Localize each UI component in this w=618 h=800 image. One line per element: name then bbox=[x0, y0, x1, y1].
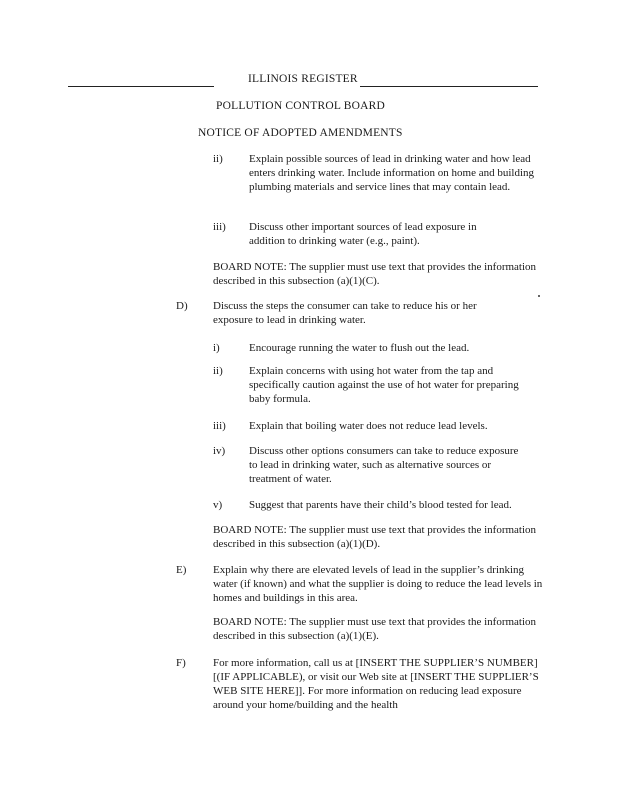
item-d-iii-label: iii) bbox=[213, 420, 226, 432]
header-rule-left bbox=[68, 86, 214, 87]
item-e-label: E) bbox=[176, 564, 187, 576]
board-note-d: BOARD NOTE: The supplier must use text that provides the information described in this subsection (a)(1)(D). bbox=[213, 524, 537, 550]
header-rule-right bbox=[360, 86, 538, 87]
item-d-i-label: i) bbox=[213, 342, 220, 354]
item-f-label: F) bbox=[176, 657, 186, 669]
item-d-iv-text: Discuss other options consumers can take to reduce exposure to lead in drinking water, such as alternative sources or treatment of water. bbox=[249, 445, 519, 485]
item-d-ii-label: ii) bbox=[213, 365, 223, 377]
scan-speck bbox=[538, 295, 540, 297]
register-title: ILLINOIS REGISTER bbox=[248, 73, 358, 85]
item-d-iv-label: iv) bbox=[213, 445, 226, 457]
item-c-iii-label: iii) bbox=[213, 221, 226, 233]
item-d-i-text: Encourage running the water to flush out the lead. bbox=[249, 342, 470, 354]
item-d-v-label: v) bbox=[213, 499, 223, 511]
item-d-iii-text: Explain that boiling water does not reduce lead levels. bbox=[249, 420, 488, 432]
item-d-v-text: Suggest that parents have their child’s blood tested for lead. bbox=[249, 499, 512, 511]
item-f-text: For more information, call us at [INSERT THE SUPPLIER’S NUMBER] [(IF APPLICABLE), or visit our Web site at [INSERT THE SUPPLIER’S WEB SITE HERE]]. For more information on reducing lead exposure around your home/building and the health bbox=[213, 657, 539, 711]
item-d-ii-text: Explain concerns with using hot water from the tap and specifically caution against the use of hot water for preparing baby formula. bbox=[249, 365, 519, 405]
item-d-text: Discuss the steps the consumer can take to reduce his or her exposure to lead in drinking water. bbox=[213, 300, 477, 326]
board-note-e: BOARD NOTE: The supplier must use text that provides the information described in this subsection (a)(1)(E). bbox=[213, 616, 537, 642]
item-c-ii-label: ii) bbox=[213, 153, 223, 165]
item-c-iii-text: Discuss other important sources of lead exposure in addition to drinking water (e.g., paint). bbox=[249, 221, 477, 247]
notice-title: NOTICE OF ADOPTED AMENDMENTS bbox=[198, 127, 403, 139]
item-d-label: D) bbox=[176, 300, 188, 312]
item-e-text: Explain why there are elevated levels of lead in the supplier’s drinking water (if known) and what the supplier is doing to reduce the lead levels in homes and buildings in this area. bbox=[213, 564, 543, 604]
item-c-ii-text: Explain possible sources of lead in drinking water and how lead enters drinking water. Include information on home and building plumbing materials and service lines that may contain lead. bbox=[249, 153, 535, 193]
board-note-c: BOARD NOTE: The supplier must use text that provides the information described in this subsection (a)(1)(C). bbox=[213, 261, 537, 287]
agency-name: POLLUTION CONTROL BOARD bbox=[216, 100, 386, 112]
